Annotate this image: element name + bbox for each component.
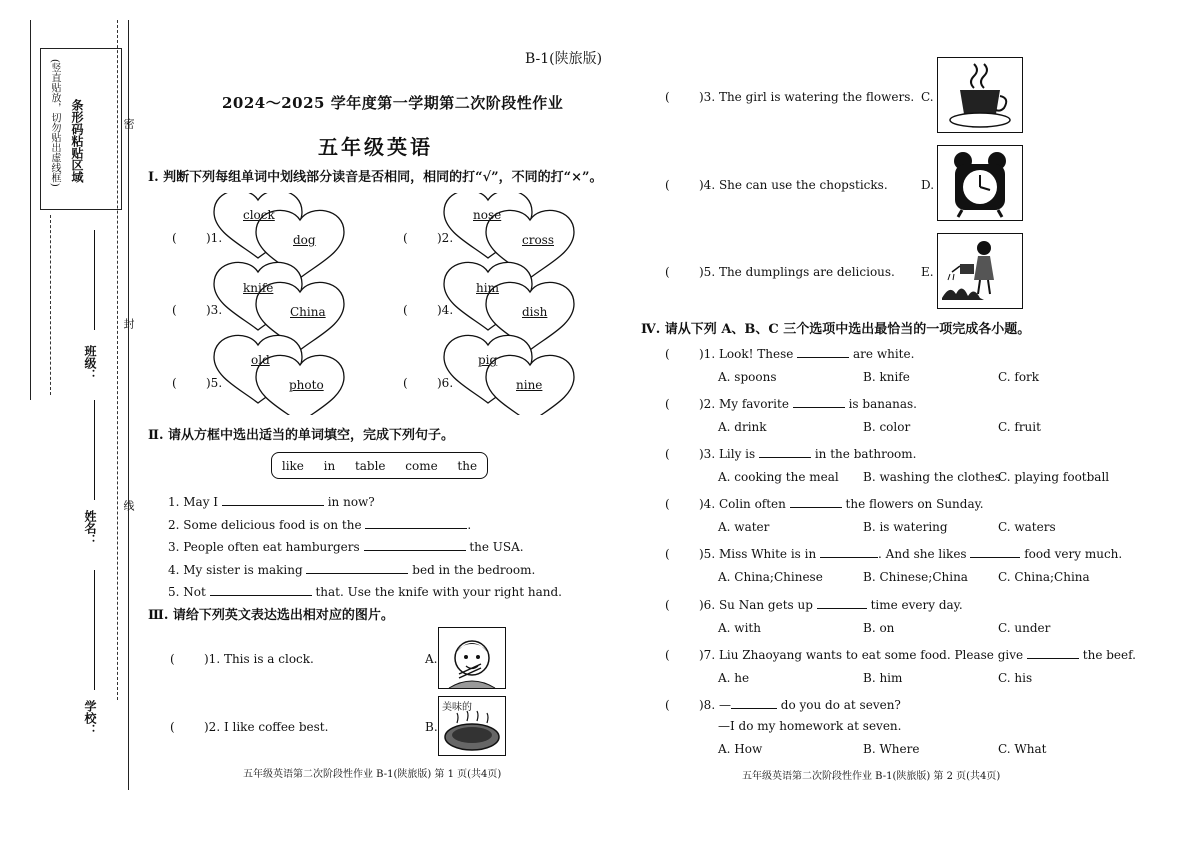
s4-q-4[interactable]: ( )4. Colin often the flowers on Sunday. bbox=[665, 497, 984, 511]
pic-b-caption: 美味的 bbox=[442, 702, 472, 713]
page-code: B-1(陕旅版) bbox=[525, 51, 603, 67]
s1-num: )3. bbox=[206, 303, 223, 317]
s4-option-b[interactable]: B. is watering bbox=[863, 520, 948, 534]
s2-post: the USA. bbox=[469, 540, 524, 554]
s4-stem: )3. Lily is bbox=[699, 447, 756, 461]
s4-q-8[interactable]: ( )8. — do you do at seven? bbox=[665, 698, 901, 712]
s3-item-1[interactable]: ( )1. This is a clock. bbox=[170, 652, 314, 666]
word-option: in bbox=[323, 458, 336, 473]
s1-item-3[interactable]: ( )3. bbox=[172, 303, 223, 317]
seal-mark-1: 密 bbox=[122, 118, 135, 129]
s2-pre: 2. Some delicious food is on the bbox=[168, 518, 362, 532]
s4-option-a[interactable]: A. water bbox=[718, 520, 770, 534]
s4-option-b[interactable]: B. washing the clothes bbox=[863, 470, 1001, 484]
s1-word-b: nine bbox=[516, 378, 543, 392]
pic-b-dumplings bbox=[438, 696, 506, 756]
footer-left: 五年级英语第二次阶段性作业 B-1(陕旅版) 第 1 页(共4页) bbox=[243, 769, 502, 780]
s4-q-1[interactable]: ( )1. Look! These are white. bbox=[665, 347, 915, 361]
s2-item-1 bbox=[168, 493, 375, 509]
s1-num: )5. bbox=[206, 376, 223, 390]
section1-heading: Ⅰ. 判断下列每组单词中划线部分读音是否相同，相同的打“√”，不同的打“×”。 bbox=[148, 170, 603, 185]
s4-q-3[interactable]: ( )3. Lily is in the bathroom. bbox=[665, 447, 917, 461]
s2-item-5 bbox=[168, 583, 562, 599]
binding-line bbox=[128, 20, 129, 790]
s1-num: )1. bbox=[206, 231, 223, 245]
s3-text: )1. This is a clock. bbox=[204, 652, 314, 666]
s1-num: )4. bbox=[437, 303, 454, 317]
s4-option-b[interactable]: B. Chinese;China bbox=[863, 570, 968, 584]
answer-blank[interactable] bbox=[970, 545, 1020, 558]
answer-blank[interactable] bbox=[817, 596, 867, 609]
s4-option-c[interactable]: C. China;China bbox=[998, 570, 1090, 584]
school-label: 学校： bbox=[83, 700, 97, 736]
class-line[interactable] bbox=[94, 230, 95, 330]
s2-pre: 1. May I bbox=[168, 495, 219, 509]
s1-word-b: dish bbox=[522, 305, 548, 319]
section4-heading: Ⅳ. 请从下列 A、B、C 三个选项中选出最恰当的一项完成各小题。 bbox=[641, 322, 1031, 337]
s4-stem: in the bathroom. bbox=[814, 447, 917, 461]
footer-right: 五年级英语第二次阶段性作业 B-1(陕旅版) 第 2 页(共4页) bbox=[742, 771, 1001, 782]
s4-option-c[interactable]: C. waters bbox=[998, 520, 1056, 534]
s4-option-a[interactable]: A. spoons bbox=[718, 370, 777, 384]
seal-mark-3: 线 bbox=[122, 500, 135, 511]
pic-a-chopsticks bbox=[438, 627, 506, 689]
answer-blank[interactable] bbox=[364, 538, 466, 551]
pic-e-label: E. bbox=[921, 265, 934, 279]
s4-q-6[interactable]: ( )6. Su Nan gets up time every day. bbox=[665, 598, 963, 612]
s3-item-5[interactable]: ( )5. The dumplings are delicious. bbox=[665, 265, 895, 279]
word-option: table bbox=[354, 458, 386, 473]
answer-blank[interactable] bbox=[365, 516, 467, 529]
s1-item-6[interactable]: ( )6. bbox=[403, 376, 454, 390]
girl-chopsticks-icon bbox=[439, 628, 505, 688]
sticker-label: 条形码粘贴区域 bbox=[70, 99, 84, 183]
s4-option-c[interactable]: C. fruit bbox=[998, 420, 1041, 434]
s4-option-c[interactable]: C. under bbox=[998, 621, 1051, 635]
s1-word-b: photo bbox=[289, 378, 324, 392]
dumplings-icon bbox=[439, 709, 505, 755]
s4-stem: the flowers on Sunday. bbox=[845, 497, 984, 511]
s4-option-b[interactable]: B. knife bbox=[863, 370, 910, 384]
s1-num: )6. bbox=[437, 376, 454, 390]
s1-word-a: nose bbox=[473, 208, 502, 222]
s3-item-2[interactable]: ( )2. I like coffee best. bbox=[170, 720, 329, 734]
s1-item-2[interactable]: ( )2. bbox=[403, 231, 454, 245]
pic-c-label: C. bbox=[921, 90, 934, 104]
s1-item-5[interactable]: ( )5. bbox=[172, 376, 223, 390]
s1-word-a: clock bbox=[243, 208, 275, 222]
pic-d-label: D. bbox=[921, 178, 935, 192]
name-line[interactable] bbox=[94, 400, 95, 500]
s2-pre: 4. My sister is making bbox=[168, 563, 303, 577]
s4-q-7[interactable]: ( )7. Liu Zhaoyang wants to eat some food. Please give the beef. bbox=[665, 648, 1136, 662]
sticker-note: (竖直贴放，切勿贴出虚线框) bbox=[49, 59, 60, 187]
answer-blank[interactable] bbox=[1027, 646, 1079, 659]
s2-post: that. Use the knife with your right hand. bbox=[315, 585, 562, 599]
s4-stem: )7. Liu Zhaoyang wants to eat some food. Please give bbox=[699, 648, 1024, 662]
answer-blank[interactable] bbox=[759, 445, 811, 458]
pic-d-clock bbox=[937, 145, 1023, 221]
s4-option-c[interactable]: C. playing football bbox=[998, 470, 1110, 484]
s3-item-3[interactable]: ( )3. The girl is watering the flowers. bbox=[665, 90, 915, 104]
seal-mark-2: 封 bbox=[122, 318, 135, 329]
pic-a-label: A. bbox=[425, 652, 438, 666]
answer-blank[interactable] bbox=[222, 493, 324, 506]
s3-text: )2. I like coffee best. bbox=[204, 720, 329, 734]
s2-item-3 bbox=[168, 538, 524, 554]
answer-blank[interactable] bbox=[306, 561, 408, 574]
binding-line bbox=[30, 20, 31, 400]
s3-item-4[interactable]: ( )4. She can use the chopsticks. bbox=[665, 178, 888, 192]
pic-b-label: B. bbox=[425, 720, 438, 734]
s1-word-a: pig bbox=[478, 353, 498, 367]
s2-item-2 bbox=[168, 516, 471, 532]
name-label: 姓名： bbox=[83, 510, 97, 546]
answer-blank[interactable] bbox=[790, 495, 842, 508]
exam-title: 2024～2025 学年度第一学期第二次阶段性作业 bbox=[222, 94, 564, 112]
s1-item-1[interactable]: ( )1. bbox=[172, 231, 223, 245]
s4-option-a[interactable]: A. China;Chinese bbox=[718, 570, 823, 584]
pic-e-watering bbox=[937, 233, 1023, 309]
answer-blank[interactable] bbox=[793, 395, 845, 408]
s4-option-b[interactable]: B. color bbox=[863, 420, 911, 434]
s4-stem: the beef. bbox=[1082, 648, 1136, 662]
s4-stem: time every day. bbox=[870, 598, 963, 612]
s4-q-2[interactable]: ( )2. My favorite is bananas. bbox=[665, 397, 917, 411]
s2-pre: 3. People often eat hamburgers bbox=[168, 540, 360, 554]
s2-post: . bbox=[467, 518, 472, 532]
answer-blank[interactable] bbox=[820, 545, 878, 558]
girl-watering-icon bbox=[938, 234, 1022, 308]
s2-pre: 5. Not bbox=[168, 585, 206, 599]
alarm-clock-icon bbox=[938, 146, 1022, 220]
s4-stem: . And she likes bbox=[878, 547, 967, 561]
s1-word-a: old bbox=[251, 353, 270, 367]
section2-heading: Ⅱ. 请从方框中选出适当的单词填空，完成下列句子。 bbox=[148, 428, 455, 443]
s3-text: )3. The girl is watering the flowers. bbox=[699, 90, 915, 104]
s1-word-b: cross bbox=[522, 233, 554, 247]
class-label: 班级： bbox=[83, 345, 97, 381]
s2-post: in now? bbox=[327, 495, 375, 509]
school-line[interactable] bbox=[94, 570, 95, 690]
word-option: come bbox=[405, 458, 438, 473]
s4-option-c[interactable]: C. fork bbox=[998, 370, 1040, 384]
s1-item-4[interactable]: ( )4. bbox=[403, 303, 454, 317]
s4-option-a[interactable]: A. cooking the meal bbox=[718, 470, 839, 484]
word-option: like bbox=[281, 458, 304, 473]
s4-q-8-line2: —I do my homework at seven. bbox=[718, 719, 902, 733]
s3-text: )4. She can use the chopsticks. bbox=[699, 178, 888, 192]
s3-text: )5. The dumplings are delicious. bbox=[699, 265, 895, 279]
s4-option-c[interactable]: C. What bbox=[998, 742, 1047, 756]
s4-stem: do you do at seven? bbox=[780, 698, 901, 712]
section3-heading: Ⅲ. 请给下列英文表达选出相对应的图片。 bbox=[148, 608, 394, 623]
s4-stem: )4. Colin often bbox=[699, 497, 786, 511]
s4-option-b[interactable]: B. Where bbox=[863, 742, 920, 756]
subject-title: 五年级英语 bbox=[318, 135, 433, 159]
s4-option-c[interactable]: C. his bbox=[998, 671, 1033, 685]
s4-stem: are white. bbox=[853, 347, 915, 361]
word-option: the bbox=[457, 458, 478, 473]
answer-blank[interactable] bbox=[731, 696, 777, 709]
s1-word-b: dog bbox=[293, 233, 316, 247]
word-box bbox=[271, 452, 488, 479]
s4-option-a[interactable]: A. How bbox=[718, 742, 763, 756]
binding-dash bbox=[50, 215, 51, 395]
s4-q-5[interactable]: ( )5. Miss White is in . And she likes food very much. bbox=[665, 547, 1123, 561]
s4-stem: )2. My favorite bbox=[699, 397, 789, 411]
coffee-cup-icon bbox=[938, 58, 1022, 132]
s4-option-a[interactable]: A. with bbox=[718, 621, 761, 635]
s2-item-4 bbox=[168, 561, 535, 577]
s4-stem: food very much. bbox=[1024, 547, 1123, 561]
answer-blank[interactable] bbox=[210, 583, 312, 596]
s1-word-a: him bbox=[476, 281, 499, 295]
s2-post: bed in the bedroom. bbox=[412, 563, 536, 577]
s4-stem: )8. — bbox=[699, 698, 731, 712]
s4-option-a[interactable]: A. he bbox=[718, 671, 750, 685]
answer-blank[interactable] bbox=[797, 345, 849, 358]
s4-stem: )6. Su Nan gets up bbox=[699, 598, 813, 612]
s4-stem: )1. Look! These bbox=[699, 347, 794, 361]
s4-stem: is bananas. bbox=[848, 397, 917, 411]
barcode-sticker-box bbox=[40, 48, 122, 210]
s4-stem: )5. Miss White is in bbox=[699, 547, 817, 561]
s4-option-b[interactable]: B. on bbox=[863, 621, 895, 635]
pic-c-coffee bbox=[937, 57, 1023, 133]
s1-word-b: China bbox=[290, 305, 326, 319]
s4-option-b[interactable]: B. him bbox=[863, 671, 903, 685]
s1-word-a: knife bbox=[243, 281, 274, 295]
binding-strip bbox=[0, 0, 135, 849]
s1-num: )2. bbox=[437, 231, 454, 245]
s4-option-a[interactable]: A. drink bbox=[718, 420, 767, 434]
